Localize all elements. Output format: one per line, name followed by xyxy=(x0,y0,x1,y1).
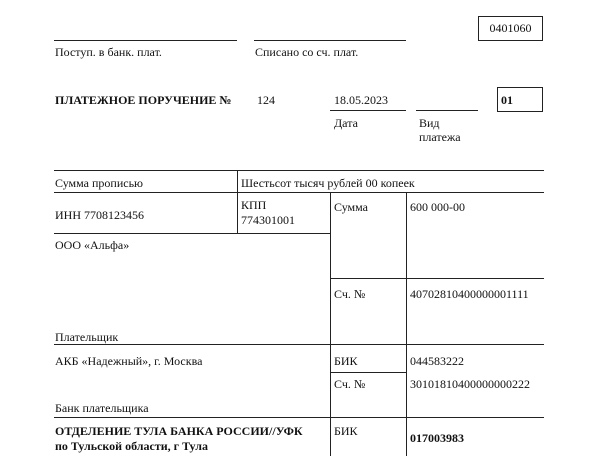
received-line xyxy=(54,40,237,41)
payer-inn: ИНН 7708123456 xyxy=(55,208,144,222)
payer-account-top-line xyxy=(330,278,544,279)
amount-words-value: Шестьсот тысяч рублей 00 копеек xyxy=(241,176,415,190)
inn-row-top-line xyxy=(54,192,544,193)
payer-bank-bik: 044583222 xyxy=(410,354,464,368)
payee-bank-name-line1: ОТДЕЛЕНИЕ ТУЛА БАНКА РОССИИ//УФК xyxy=(55,424,303,438)
payee-bank-name-line2: по Тульской области, г Тула xyxy=(55,439,208,453)
okud-code: 0401060 xyxy=(489,21,532,35)
payer-account: 40702810400000001111 xyxy=(410,287,529,301)
payer-bank-section-bottom-line xyxy=(54,417,544,418)
payment-type-label-1: Вид xyxy=(419,116,440,130)
document-date: 18.05.2023 xyxy=(334,93,388,107)
payer-bank-account-label: Сч. № xyxy=(334,377,366,391)
inn-kpp-divider xyxy=(237,192,238,233)
payer-bank-bik-label: БИК xyxy=(334,354,358,368)
payer-kpp-label: КПП xyxy=(241,198,267,212)
payer-bank-account: 30101810400000000222 xyxy=(410,377,530,391)
payment-type-line xyxy=(416,110,478,111)
payer-amount-label: Сумма xyxy=(334,200,368,214)
payer-name: ООО «Альфа» xyxy=(55,238,130,252)
payer-bank-label: Банк плательщика xyxy=(55,401,149,415)
payee-bank-bik: 017003983 xyxy=(410,431,464,445)
received-label: Поступ. в банк. плат. xyxy=(55,45,162,59)
document-title: ПЛАТЕЖНОЕ ПОРУЧЕНИЕ № xyxy=(55,93,232,107)
payer-section-bottom-line xyxy=(54,344,544,345)
payer-amount: 600 000-00 xyxy=(410,200,465,214)
date-label: Дата xyxy=(334,116,358,130)
payer-bank-name: АКБ «Надежный», г. Москва xyxy=(55,354,203,368)
amount-words-divider xyxy=(237,170,238,192)
payer-name-top-line xyxy=(54,233,330,234)
amount-words-top-line xyxy=(54,170,544,171)
debited-line xyxy=(254,40,406,41)
payment-type-label-2: платежа xyxy=(419,130,461,144)
payer-kpp: 774301001 xyxy=(241,213,295,227)
document-number: 124 xyxy=(257,93,275,107)
payer-bank-account-top-line xyxy=(330,372,406,373)
payee-bank-bik-label: БИК xyxy=(334,424,358,438)
amount-words-label: Сумма прописью xyxy=(55,176,144,190)
debited-label: Списано со сч. плат. xyxy=(255,45,359,59)
date-line xyxy=(330,110,406,111)
payer-label: Плательщик xyxy=(55,330,119,344)
payer-account-label: Сч. № xyxy=(334,287,366,301)
priority-value: 01 xyxy=(501,93,513,107)
